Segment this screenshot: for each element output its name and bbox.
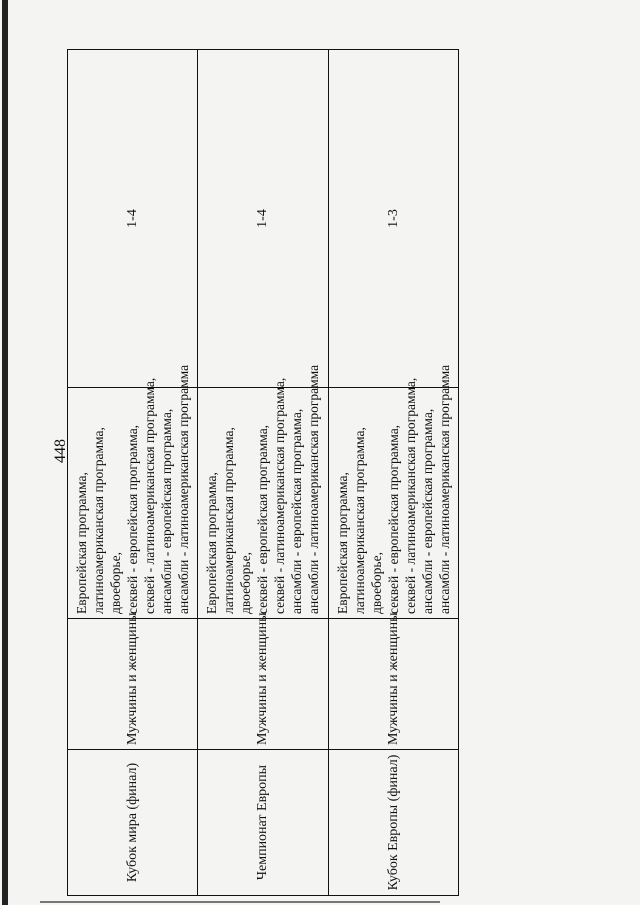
program-line: двоеборье, <box>368 552 384 614</box>
program-line: двоеборье, <box>108 552 124 614</box>
page-number: 448 <box>52 439 69 463</box>
program-line: секвей - европейская программа, <box>385 424 401 614</box>
program-line: ансамбли - европейская программа, <box>419 408 435 614</box>
program-line: латиноамериканская программа, <box>351 427 367 614</box>
competition-cell: Кубок Европы (финал) <box>328 750 458 896</box>
program-line: секвей - латиноамериканская программа, <box>402 377 418 614</box>
program-line: Европейская программа, <box>204 472 220 614</box>
program-line: ансамбли - европейская программа, <box>289 408 305 614</box>
rotated-table-container <box>67 50 459 896</box>
binding-edge-rule <box>2 0 8 905</box>
range-cell: 1-3 <box>328 50 458 388</box>
program-line: ансамбли - латиноамериканская программа <box>436 364 452 614</box>
participants-cell: Мужчины и женщины <box>198 619 328 750</box>
programs-cell <box>198 364 328 619</box>
programs-cell <box>68 364 198 619</box>
table-row <box>328 50 458 896</box>
program-line: Европейская программа, <box>74 472 90 614</box>
program-line: двоеборье, <box>238 552 254 614</box>
participants-cell: Мужчины и женщины <box>68 619 198 750</box>
program-line: секвей - латиноамериканская программа, <box>272 377 288 614</box>
program-line: Европейская программа, <box>334 472 350 614</box>
program-line: секвей - европейская программа, <box>125 424 141 614</box>
program-line: секвей - латиноамериканская программа, <box>142 377 158 614</box>
table-row <box>68 50 198 896</box>
range-cell: 1-4 <box>198 50 328 388</box>
table-row <box>198 50 328 896</box>
program-line: ансамбли - латиноамериканская программа <box>306 364 322 614</box>
competition-cell: Чемпионат Европы <box>198 750 328 896</box>
participants-cell: Мужчины и женщины <box>328 619 458 750</box>
program-line: секвей - европейская программа, <box>255 424 271 614</box>
competition-table <box>67 49 459 896</box>
programs-cell <box>328 364 458 619</box>
program-line: латиноамериканская программа, <box>221 427 237 614</box>
program-line: латиноамериканская программа, <box>91 427 107 614</box>
bottom-rule <box>40 901 440 903</box>
competition-cell: Кубок мира (финал) <box>68 750 198 896</box>
program-line: ансамбли - латиноамериканская программа <box>176 364 192 614</box>
range-cell: 1-4 <box>68 50 198 388</box>
program-line: ансамбли - европейская программа, <box>159 408 175 614</box>
